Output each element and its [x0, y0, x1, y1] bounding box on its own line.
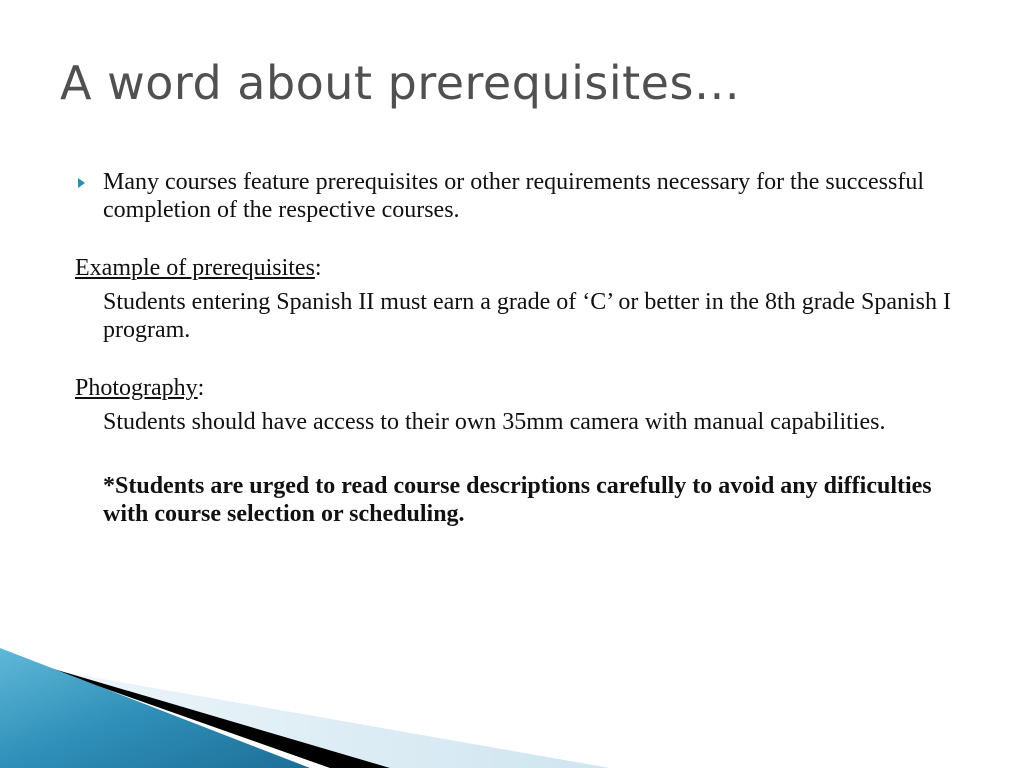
photography-requirement-text: Students should have access to their own 35mm camera with manual capabilities. — [103, 409, 886, 435]
photography-heading-colon: : — [197, 375, 205, 401]
prerequisites-heading — [75, 254, 965, 282]
prerequisites-heading-text: Example of prerequisites — [75, 255, 315, 281]
bullet-item — [75, 168, 965, 224]
prerequisites-heading-colon: : — [314, 255, 322, 281]
advisory-note: *Students are urged to read course descriptions carefully to avoid any difficulties with course selection or scheduling. — [103, 473, 932, 527]
photography-heading-text: Photography — [75, 375, 198, 401]
slide-body — [75, 168, 965, 528]
prerequisites-example-text: Students entering Spanish II must earn a grade of ‘C’ or better in the 8th grade Spanish I program. — [103, 289, 952, 343]
slide-title: A word about prerequisites… — [60, 56, 741, 110]
bullet-text: Many courses feature prerequisites or other requirements necessary for the successful completion of the respective courses. — [103, 169, 925, 223]
photography-heading — [75, 374, 965, 402]
triangle-right-icon — [78, 178, 85, 188]
